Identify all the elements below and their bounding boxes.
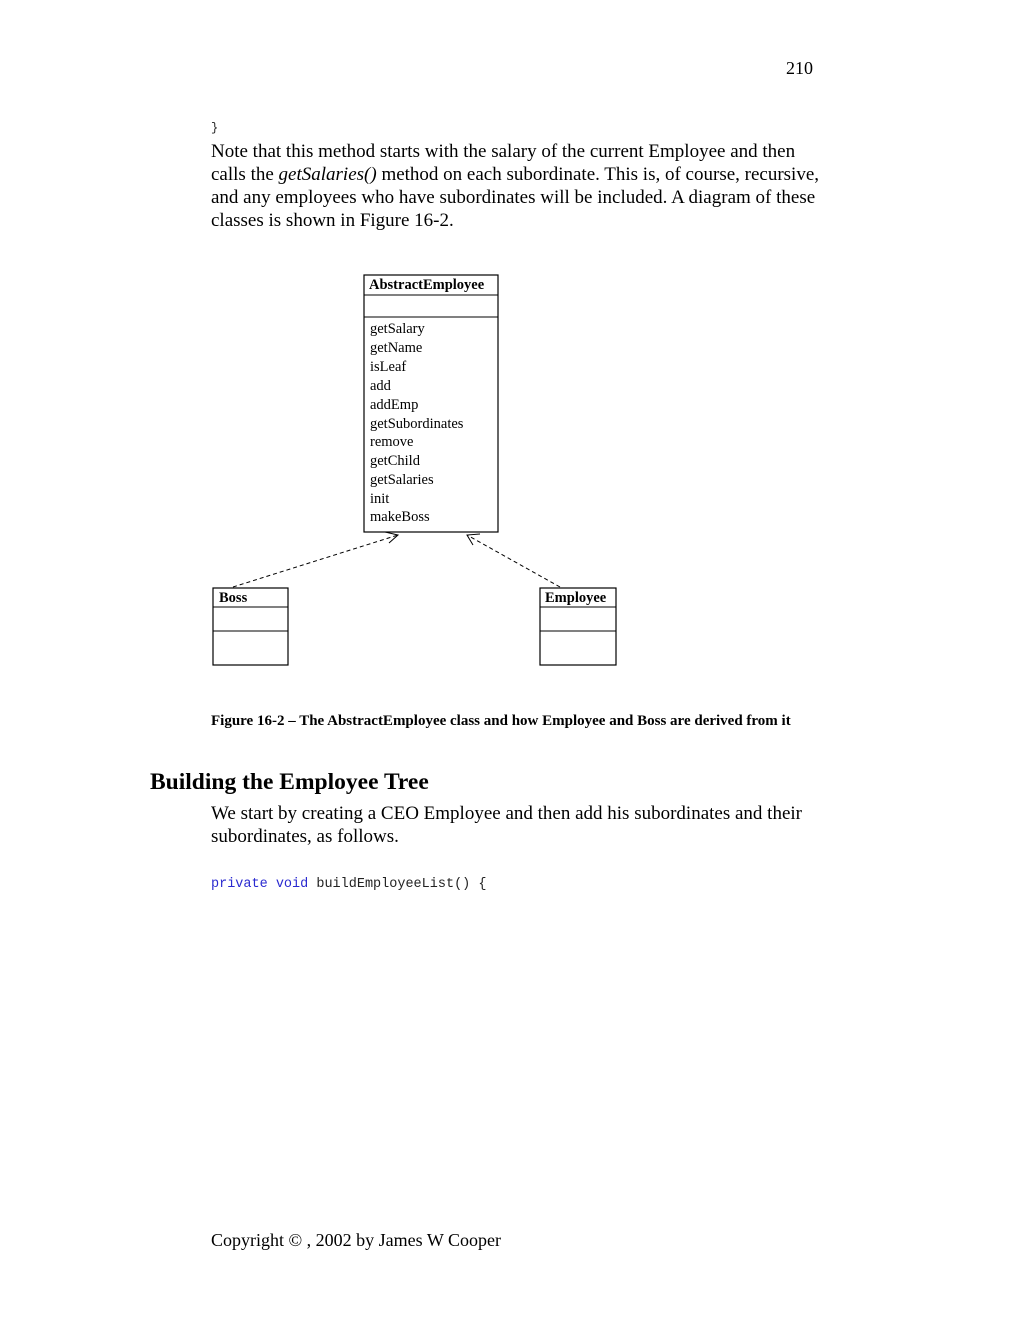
code-closing-brace: } (211, 121, 219, 135)
method-item: init (370, 491, 390, 507)
body-paragraph-intro (211, 140, 823, 232)
uml-class-diagram (205, 270, 625, 670)
code-keyword: void (275, 877, 309, 892)
method-item: add (370, 378, 391, 394)
method-item: isLeaf (370, 359, 407, 375)
code-snippet (211, 877, 486, 892)
copyright-footer: Copyright © , 2002 by James W Cooper (211, 1230, 501, 1250)
paragraph-text: Note that this method starts with the salary of the current Employee and then calls the (211, 141, 796, 185)
method-item: getChild (370, 453, 420, 469)
employee-class (540, 588, 616, 665)
method-item: remove (370, 434, 414, 450)
inheritance-arrow-employee (467, 534, 560, 587)
paragraph-text: method on each subordinate. This is, of course, recursive, and any employees who have subordinates will be included. A diagram of these classes is shown in Figure 16-2. (211, 164, 820, 231)
method-item: makeBoss (370, 509, 430, 525)
abstract-employee-class (364, 275, 498, 532)
code-text: buildEmployeeList() { (316, 877, 487, 892)
code-keyword: private (211, 877, 268, 892)
page-number: 210 (786, 58, 813, 78)
boss-class (213, 588, 288, 665)
method-item: getSalaries (370, 472, 434, 488)
inheritance-arrow-boss (233, 532, 398, 587)
method-item: getSalary (370, 321, 425, 337)
section-heading: Building the Employee Tree (150, 769, 429, 795)
employee-class-name: Employee (545, 590, 607, 606)
method-name: getSalaries() (278, 164, 377, 185)
boss-class-name: Boss (219, 590, 248, 606)
method-item: addEmp (370, 397, 419, 413)
body-paragraph-tree: We start by creating a CEO Employee and then add his subordinates and their subordinates, as follows. (211, 803, 802, 847)
method-item: getName (370, 340, 423, 356)
figure-caption: Figure 16-2 – The AbstractEmployee class and how Employee and Boss are derived from it (211, 713, 791, 729)
abstract-employee-name: AbstractEmployee (369, 277, 485, 293)
method-item: getSubordinates (370, 416, 464, 432)
